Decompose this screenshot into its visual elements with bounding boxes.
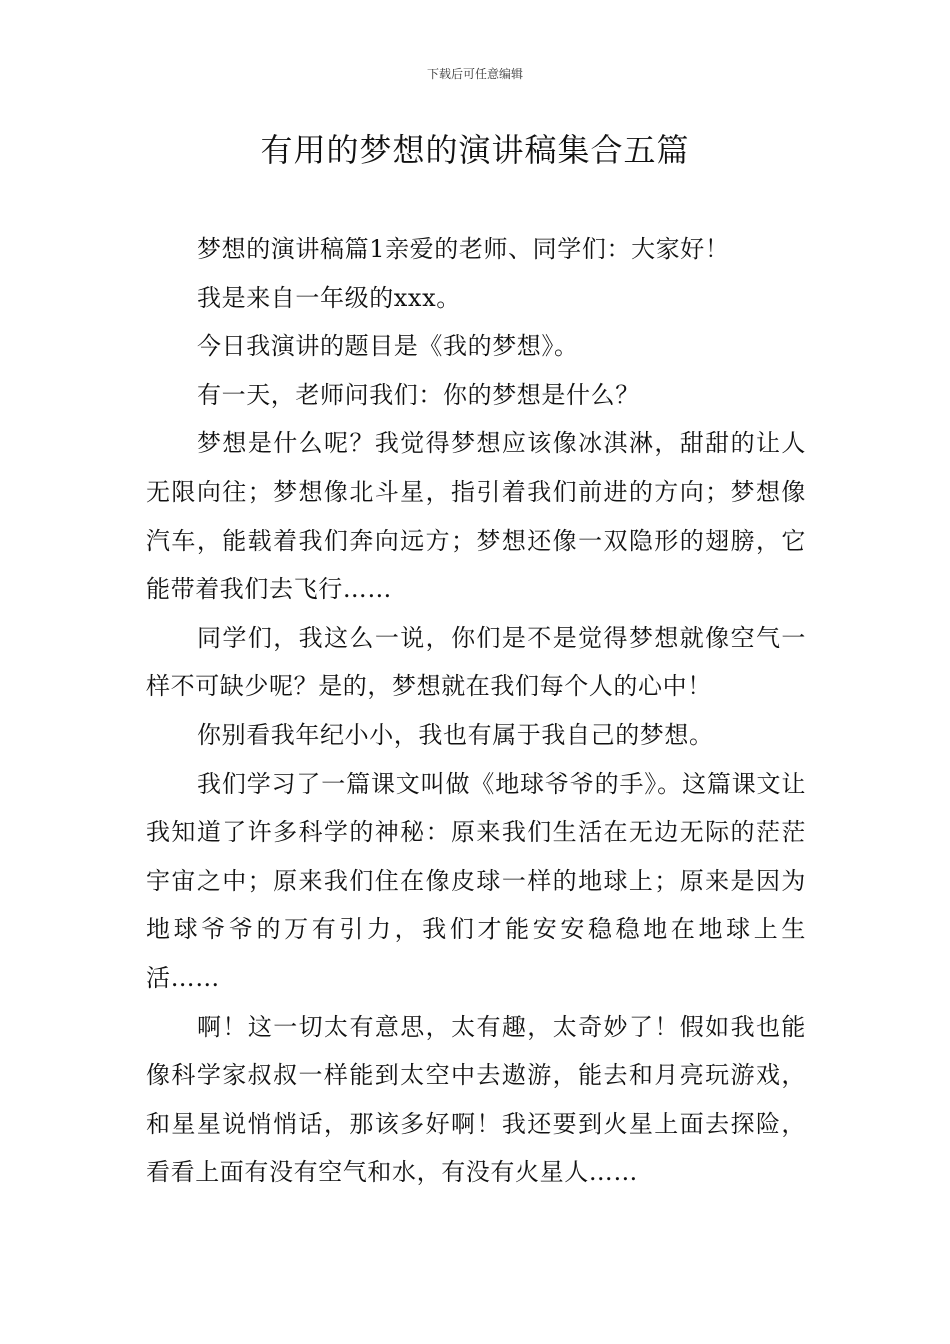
paragraph: 我们学习了一篇课文叫做《地球爷爷的手》。这篇课文让我知道了许多科学的神秘：原来我们生活在无边无际的茫茫宇宙之中；原来我们住在像皮球一样的地球上；原来是因为地球爷爷的万有引力，我们才能安安稳稳地在地球上生活……	[146, 769, 806, 992]
paragraph: 梦想是什么呢？我觉得梦想应该像冰淇淋，甜甜的让人无限向往；梦想像北斗星，指引着我们前进的方向；梦想像汽车，能载着我们奔向远方；梦想还像一双隐形的翅膀，它能带着我们去飞行……	[146, 429, 806, 604]
paragraph: 我是来自一年级的xxx。	[197, 283, 461, 312]
paragraph: 啊！这一切太有意思，太有趣，太奇妙了！假如我也能像科学家叔叔一样能到太空中去遨游，能去和月亮玩游戏，和星星说悄悄话，那该多好啊！我还要到火星上面去探险，看看上面有没有空气和水，有没有火星人……	[146, 1012, 806, 1187]
header-note: 下载后可任意编辑	[426, 67, 523, 81]
paragraph: 同学们，我这么一说，你们是不是觉得梦想就像空气一样不可缺少呢？是的，梦想就在我们每个人的心中！	[146, 623, 806, 701]
paragraph: 今日我演讲的题目是《我的梦想》。	[197, 332, 579, 361]
paragraph: 有一天，老师问我们：你的梦想是什么？	[197, 380, 640, 409]
document-title: 有用的梦想的演讲稿集合五篇	[260, 131, 690, 169]
paragraph: 梦想的演讲稿篇1亲爱的老师、同学们：大家好！	[197, 235, 730, 263]
paragraph: 你别看我年纪小小，我也有属于我自己的梦想。	[197, 720, 714, 749]
document-body	[146, 225, 806, 1197]
